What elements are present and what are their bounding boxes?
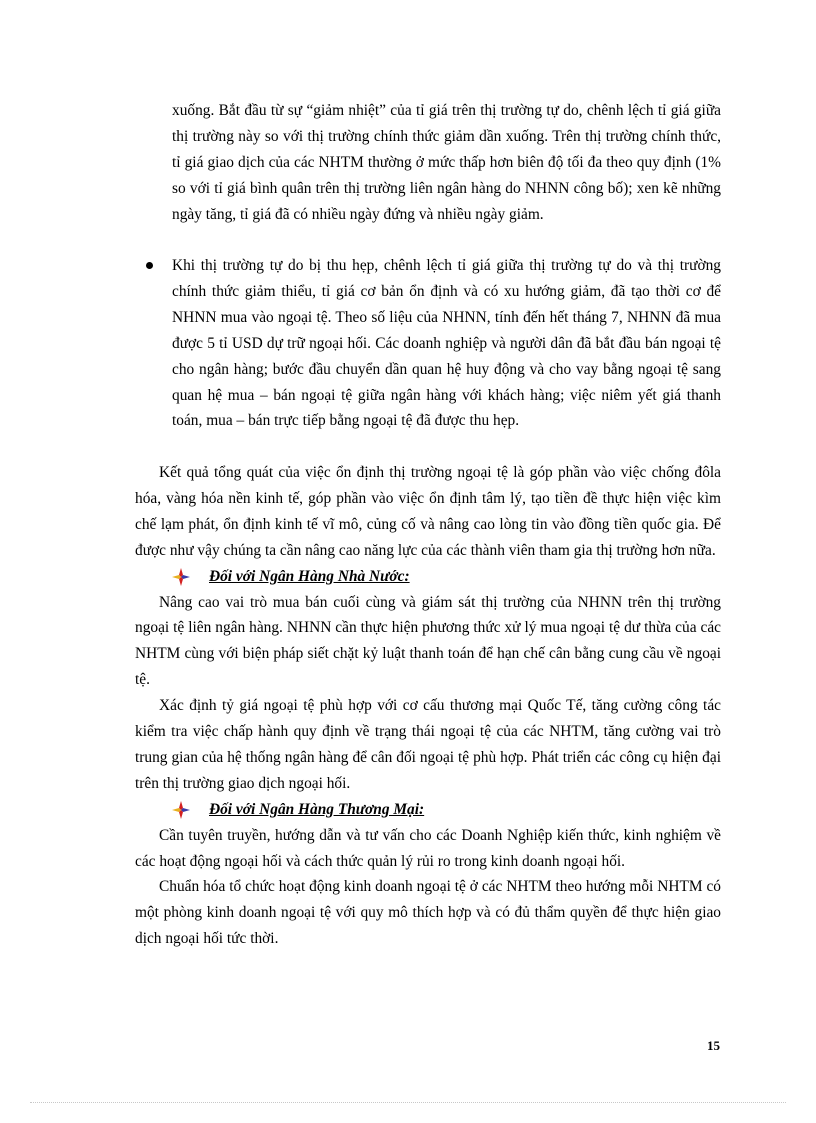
four-point-star-icon bbox=[171, 567, 191, 587]
continuation-block bbox=[172, 98, 721, 228]
page-bottom-divider bbox=[30, 1102, 786, 1103]
commercial-bank-paragraph-1: Cần tuyên truyền, hướng dẫn và tư vấn cho các Doanh Nghiệp kiến thức, kinh nghiệm về các hoạt động ngoại hối và cách thức quản lý rủi ro trong kinh doanh ngoại hối. bbox=[135, 826, 721, 870]
bullet-dot-icon bbox=[146, 262, 153, 269]
central-bank-heading bbox=[135, 564, 721, 590]
bullet-paragraph: Khi thị trường tự do bị thu hẹp, chênh lệch tỉ giá giữa thị trường tự do và thị trường chính thức giảm thiểu, tỉ giá cơ bản ổn định và có xu hướng giảm, đã tạo thời cơ để NHNN mua vào ngoại tệ. Theo số liệu của NHNN, tính đến hết tháng 7, NHNN đã mua được 5 tỉ USD dự trữ ngoại hối. Các doanh nghiệp và người dân đã bắt đầu bán ngoại tệ cho ngân hàng; bước đầu chuyển dần quan hệ huy động và cho vay bằng ngoại tệ sang quan hệ mua – bán ngoại tệ giữa ngân hàng với khách hàng; việc niêm yết giá thanh toán, mua – bán trực tiếp bằng ngoại tệ đã được thu hẹp. bbox=[172, 257, 721, 430]
four-point-star-icon bbox=[171, 800, 191, 820]
bullet-list-item bbox=[172, 253, 721, 434]
commercial-bank-paragraph-2: Chuẩn hóa tổ chức hoạt động kinh doanh ngoại tệ ở các NHTM theo hướng mỗi NHTM có một phòng kinh doanh ngoại tệ với quy mô thích hợp và có đủ thẩm quyền để thực hiện giao dịch ngoại hối tức thời. bbox=[135, 878, 721, 948]
central-bank-paragraph-2: Xác định tỷ giá ngoại tệ phù hợp với cơ cấu thương mại Quốc Tế, tăng cường công tác kiểm tra việc chấp hành quy định về trạng thái ngoại tệ của các NHTM, tăng cường vai trò trung gian của hệ thống ngân hàng để cân đối ngoại tệ phù hợp. Phát triển các công cụ hiện đại trên thị trường giao dịch ngoại hối. bbox=[135, 697, 721, 792]
page-number: 15 bbox=[707, 1038, 720, 1053]
central-bank-heading-text: Đối với Ngân Hàng Nhà Nước: bbox=[209, 567, 410, 585]
central-bank-paragraph-1: Nâng cao vai trò mua bán cuối cùng và giám sát thị trường của NHNN trên thị trường ngoại tệ liên ngân hàng. NHNN cần thực hiện phương thức xử lý mua ngoại tệ dư thừa của các NHTM cùng với biện pháp siết chặt kỷ luật thanh toán để hạn chế cân bằng cung cầu về ngoại tệ. bbox=[135, 593, 721, 689]
commercial-bank-heading-text: Đối với Ngân Hàng Thương Mại: bbox=[209, 800, 425, 818]
commercial-bank-heading bbox=[135, 797, 721, 823]
continuation-paragraph: xuống. Bắt đầu từ sự “giảm nhiệt” của tỉ giá trên thị trường tự do, chênh lệch tỉ giá giữa thị trường này so với thị trường chính thức giảm dần xuống. Trên thị trường chính thức, tỉ giá giao dịch của các NHTM thường ở mức thấp hơn biên độ tối đa theo quy định (1% so với tỉ giá bình quân trên thị trường liên ngân hàng do NHNN công bố); xen kẽ những ngày tăng, tỉ giá đã có nhiều ngày đứng và nhiều ngày giảm. bbox=[172, 102, 721, 223]
bullet-block bbox=[172, 253, 721, 434]
main-content bbox=[135, 460, 721, 952]
summary-paragraph: Kết quả tổng quát của việc ổn định thị trường ngoại tệ là góp phần vào việc chống đôla hóa, vàng hóa nền kinh tế, góp phần vào việc ổn định tâm lý, tạo tiền đề thực hiện việc kìm chế lạm phát, ổn định kinh tế vĩ mô, củng cố và nâng cao lòng tin vào đồng tiền quốc gia. Để được như vậy chúng ta cần nâng cao năng lực của các thành viên tham gia thị trường hơn nữa. bbox=[135, 464, 721, 559]
